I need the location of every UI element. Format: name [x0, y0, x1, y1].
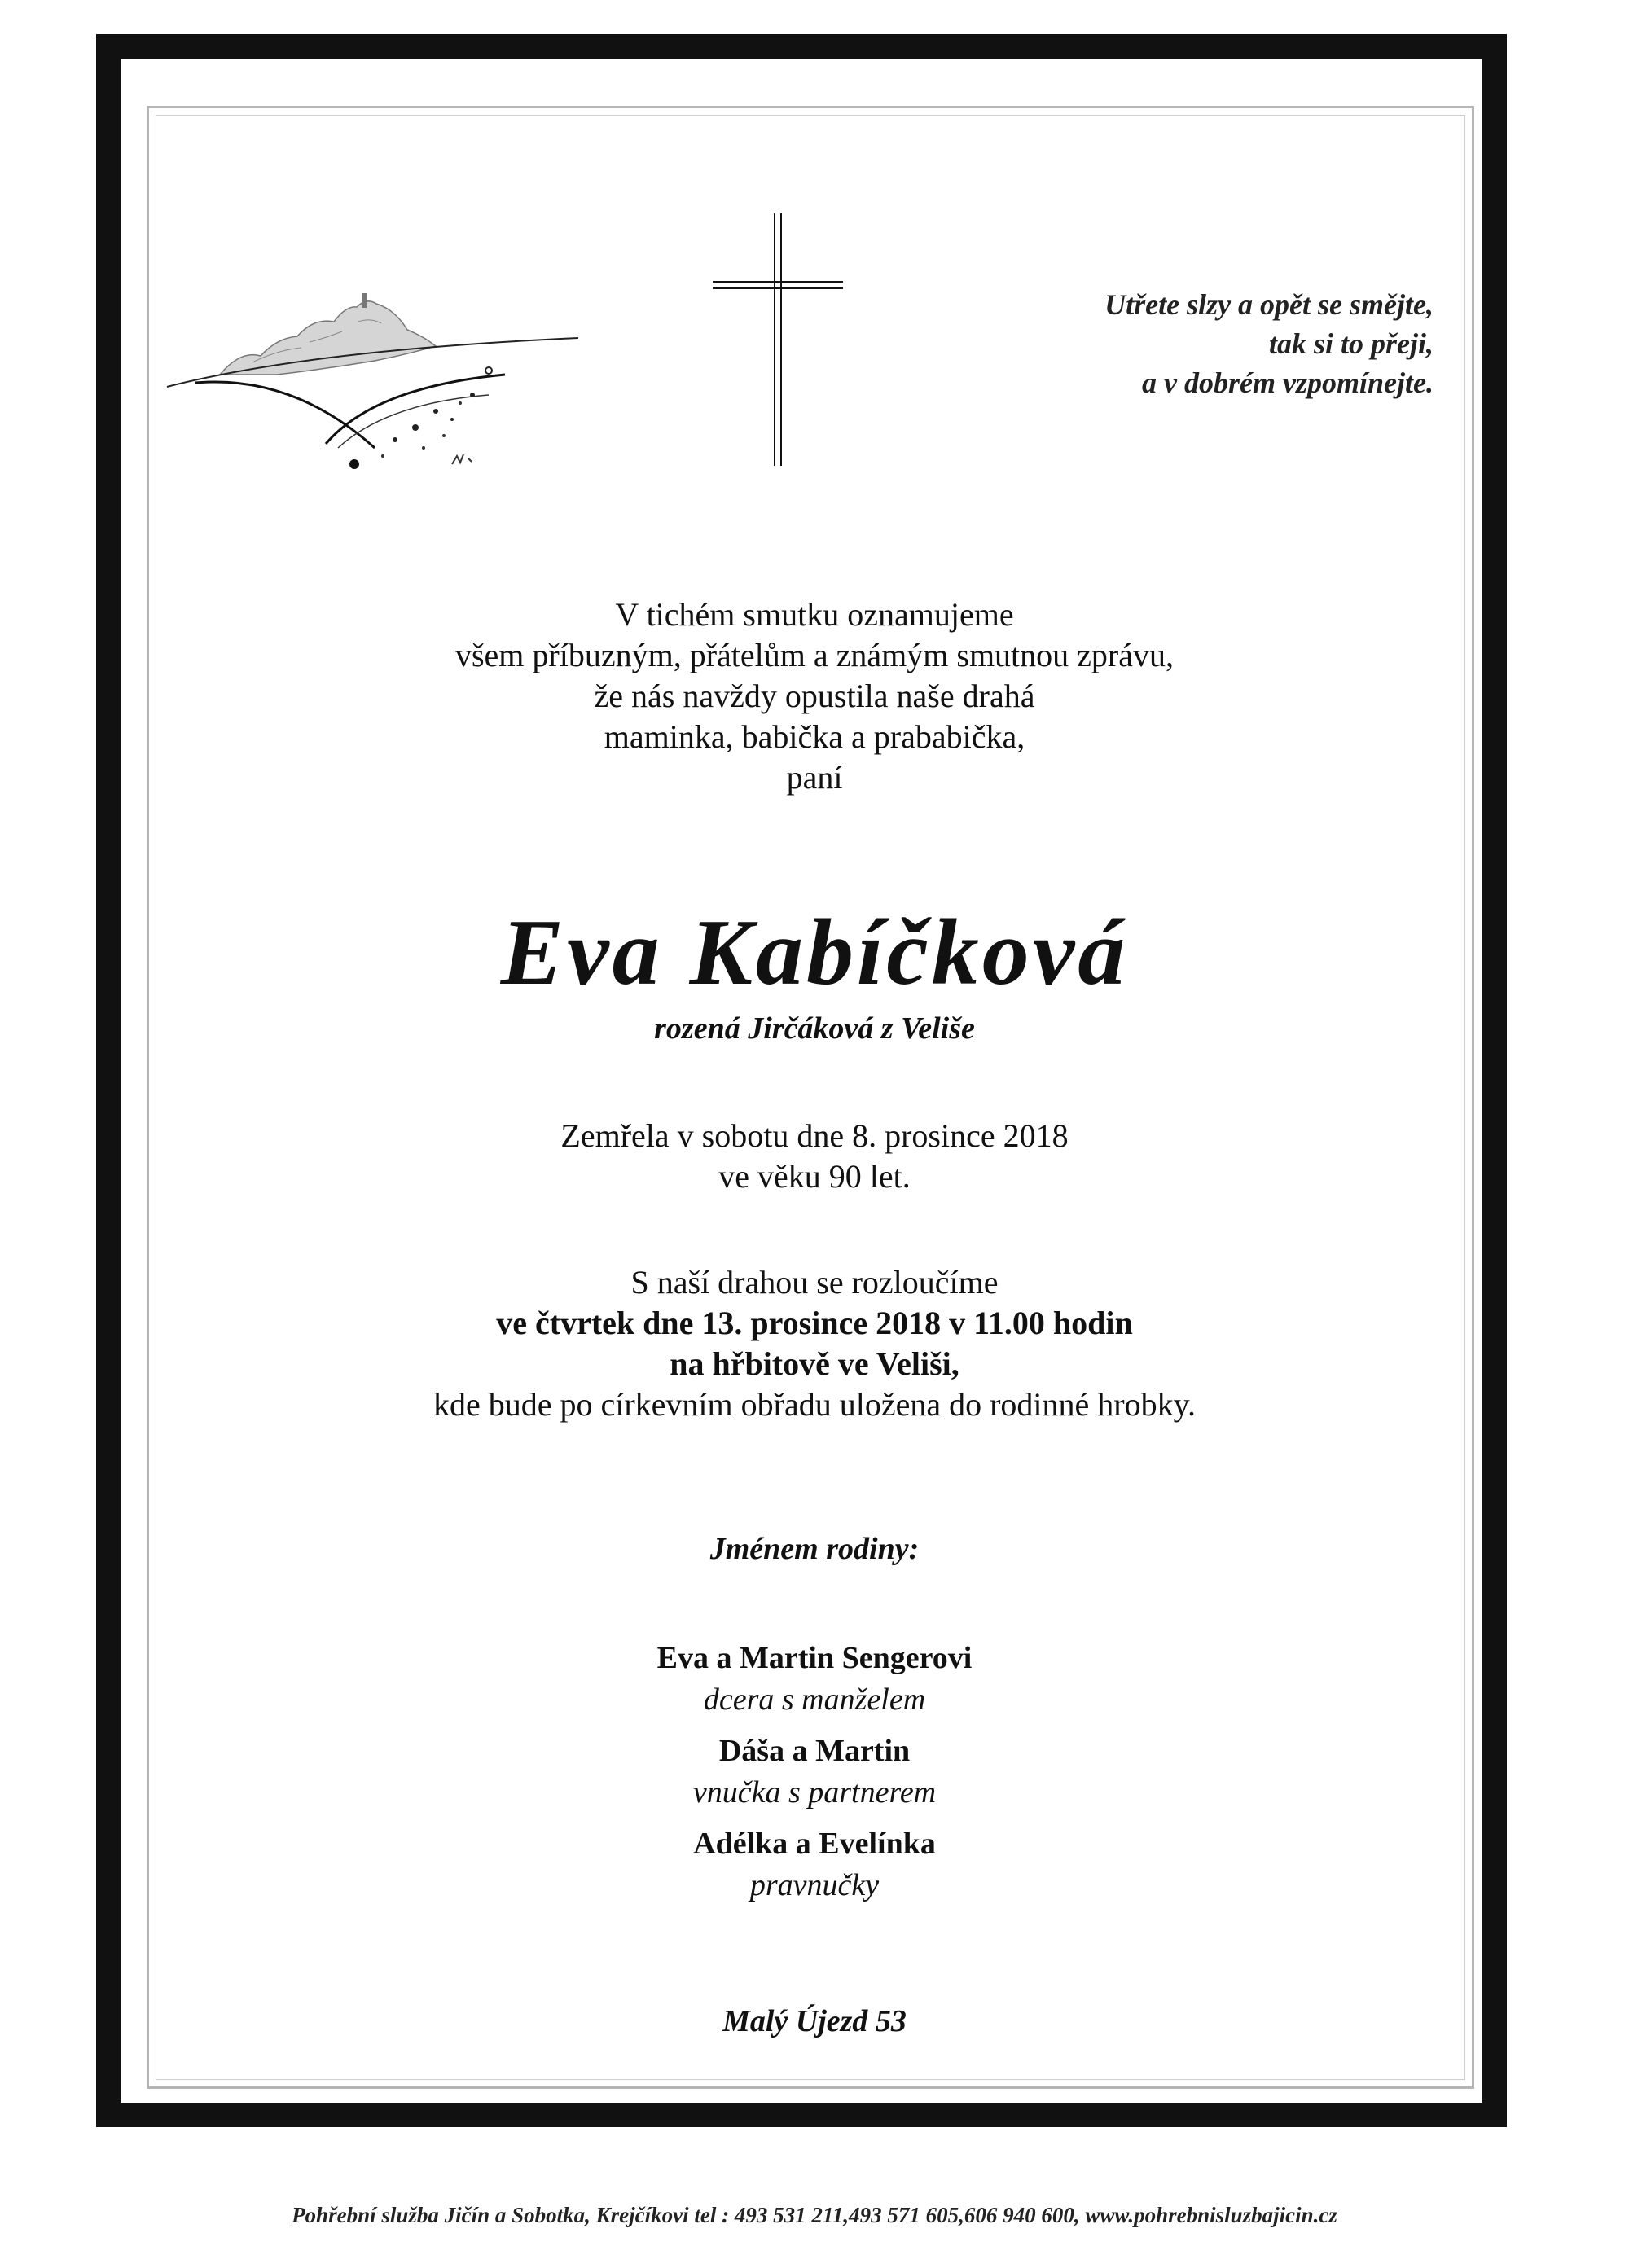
farewell-intro: S naší drahou se rozloučíme — [630, 1264, 999, 1301]
family-list — [244, 1637, 1385, 1915]
motto-line: a v dobrém vzpomínejte. — [1142, 366, 1434, 399]
announcement-line: paní — [786, 759, 843, 796]
family-member-relation: pravnučky — [749, 1868, 880, 1902]
family-member-relation: dcera s manželem — [703, 1682, 926, 1717]
family-member — [244, 1823, 1385, 1906]
cross-icon — [713, 213, 843, 466]
funeral-place: na hřbitově ve Veliši, — [670, 1345, 959, 1382]
announcement-line: maminka, babička a prababička, — [604, 718, 1025, 755]
family-member-name: Adélka a Evelínka — [693, 1827, 936, 1861]
motto-verse — [1002, 285, 1434, 402]
announcement-line: všem příbuzným, přátelům a známým smutnou zprávu, — [454, 637, 1174, 673]
motto-line: tak si to přeji, — [1268, 327, 1434, 360]
motto-line: Utřete slzy a opět se smějte, — [1104, 288, 1434, 321]
death-details — [244, 1116, 1385, 1197]
family-member-name: Eva a Martin Sengerovi — [656, 1641, 973, 1675]
deceased-name: Eva Kabíčková — [500, 901, 1129, 1005]
landscape-illustration — [163, 273, 619, 489]
family-heading: Jménem rodiny: — [709, 1532, 920, 1566]
family-member-relation: vnučka s partnerem — [692, 1775, 937, 1810]
announcement-line: že nás navždy opustila naše drahá — [594, 678, 1035, 714]
address: Malý Újezd 53 — [722, 2004, 907, 2038]
funeral-details — [244, 1262, 1385, 1425]
family-member-name: Dáša a Martin — [718, 1734, 911, 1768]
announcement-line: V tichém smutku oznamujeme — [615, 596, 1014, 633]
burial-note: kde bude po církevním obřadu uložena do rodinné hrobky. — [432, 1386, 1197, 1423]
death-age: ve věku 90 let. — [718, 1158, 911, 1195]
death-date: Zemřela v sobotu dne 8. prosince 2018 — [560, 1117, 1069, 1154]
family-member — [244, 1730, 1385, 1813]
maiden-name: rozená Jirčáková z Veliše — [654, 1011, 975, 1046]
family-member — [244, 1637, 1385, 1720]
funeral-date-time: ve čtvrtek dne 13. prosince 2018 v 11.00 hodin — [496, 1305, 1133, 1341]
funeral-service-footer: Pohřební služba Jičín a Sobotka, Krejčíkovi tel : 493 531 211,493 571 605,606 940 600, www.pohrebnisluzbajicin.cz — [292, 2203, 1337, 2227]
announcement-text — [244, 594, 1385, 798]
